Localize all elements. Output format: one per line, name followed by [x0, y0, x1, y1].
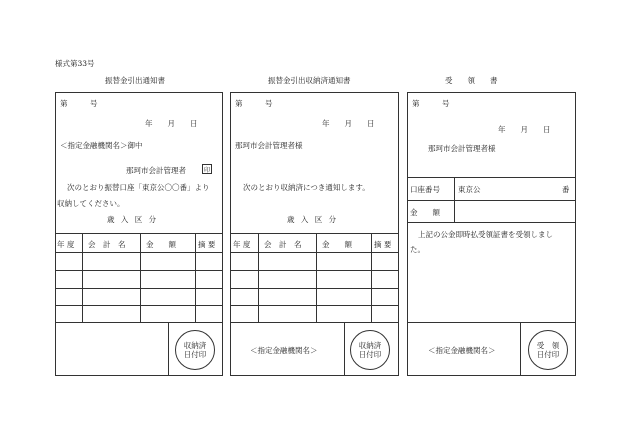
panel1-title: 振替金引出通知書 — [105, 76, 165, 85]
panel2-stamp-text-1: 収納済 — [358, 341, 382, 350]
panel2-date-label: 年 月 日 — [322, 119, 375, 128]
panel3-account-suffix: 番 — [562, 185, 570, 194]
panel1-body-line2: 収納してください。 — [57, 199, 125, 208]
panel1-stamp-text-1: 収納済 — [183, 341, 207, 350]
panel3-recipient: 那珂市会計管理者様 — [428, 144, 496, 153]
panel3-stamp-text-2: 日付印 — [536, 350, 560, 359]
panel1-table-top-rule — [55, 233, 223, 234]
panel1-category-label: 歳 入 区 分 — [107, 215, 159, 224]
panel2-body-line1: 次のとおり収納済につき通知します。 — [243, 183, 370, 192]
panel1-table-col-rule — [195, 233, 196, 322]
panel1-col-amount: 金 額 — [146, 240, 176, 249]
panel3-account-label: 口座番号 — [410, 185, 440, 194]
panel1-col-remarks: 摘 要 — [198, 240, 216, 249]
panel3-number-label: 第 号 — [412, 99, 450, 108]
panel1-table-col-rule — [82, 233, 83, 322]
panel3-stamp-divider — [520, 322, 521, 376]
panel2-col-year: 年 度 — [233, 240, 251, 249]
panel3-rule — [407, 177, 576, 178]
panel1-table-header-rule — [55, 252, 223, 253]
panel2-table-header-rule — [230, 252, 399, 253]
panel2-category-label: 歳 入 区 分 — [287, 215, 339, 224]
panel2-table-col-rule — [371, 233, 372, 322]
panel2-table-row-rule — [230, 270, 399, 271]
panel1-issuer: 那珂市会計管理者 — [126, 166, 186, 175]
panel2-col-amount: 金 額 — [322, 240, 352, 249]
panel3-body-line2: た。 — [410, 245, 425, 254]
panel2-bank-label: ＜指定金融機関名＞ — [250, 346, 318, 355]
panel2-stamp-divider — [344, 322, 345, 376]
form-number: 様式第33号 — [55, 59, 95, 68]
panel2-table-col-rule — [316, 233, 317, 322]
panel1-table-row-rule — [55, 270, 223, 271]
panel3-title: 受 領 書 — [445, 76, 498, 85]
panel1-number-label: 第 号 — [60, 99, 98, 108]
panel3-body-line1: 上記の公金即時払受領証書を受領しまし — [418, 230, 553, 239]
panel3-bank-label: ＜指定金融機関名＞ — [428, 346, 496, 355]
panel1-col-account: 会 計 名 — [88, 240, 126, 249]
panel1-stamp-divider — [168, 322, 169, 376]
panel1-col-year: 年 度 — [57, 240, 75, 249]
panel2-col-remarks: 摘 要 — [374, 240, 392, 249]
panel2-table-bottom-rule — [230, 322, 399, 323]
panel2-number-label: 第 号 — [235, 99, 273, 108]
panel1-table-row-rule — [55, 305, 223, 306]
panel3-account-value: 東京公 — [458, 185, 481, 194]
panel2-col-account: 会 計 名 — [264, 240, 302, 249]
panel3-rule — [407, 222, 576, 223]
panel1-table-col-rule — [140, 233, 141, 322]
panel3-rule — [407, 200, 576, 201]
panel1-recipient: ＜指定金融機関名＞御中 — [60, 141, 143, 150]
panel3-stamp-text-1: 受 領 — [536, 341, 560, 350]
panel3-date-label: 年 月 日 — [498, 125, 551, 134]
panel2-table-col-rule — [258, 233, 259, 322]
panel3-amount-label: 金 額 — [410, 208, 440, 217]
panel2-table-row-rule — [230, 288, 399, 289]
panel1-body-line1: 次のとおり振替口座「東京公〇〇番」より — [67, 183, 210, 192]
panel2-recipient: 那珂市会計管理者様 — [235, 141, 303, 150]
panel1-date-label: 年 月 日 — [145, 119, 198, 128]
panel2-title: 振替金引出収納済通知書 — [268, 76, 351, 85]
panel3-receipt-stamp — [528, 330, 568, 370]
panel1-stamp-text-2: 日付印 — [183, 350, 207, 359]
panel1-table-row-rule — [55, 288, 223, 289]
panel1-seal-mark: 印 — [202, 164, 212, 174]
panel2-received-stamp — [350, 330, 390, 370]
panel1-received-stamp — [175, 330, 215, 370]
panel2-table-row-rule — [230, 305, 399, 306]
panel2-stamp-text-2: 日付印 — [358, 350, 382, 359]
panel3-rule — [407, 322, 576, 323]
panel3-label-divider — [454, 177, 455, 222]
panel2-table-top-rule — [230, 233, 399, 234]
panel1-table-bottom-rule — [55, 322, 223, 323]
